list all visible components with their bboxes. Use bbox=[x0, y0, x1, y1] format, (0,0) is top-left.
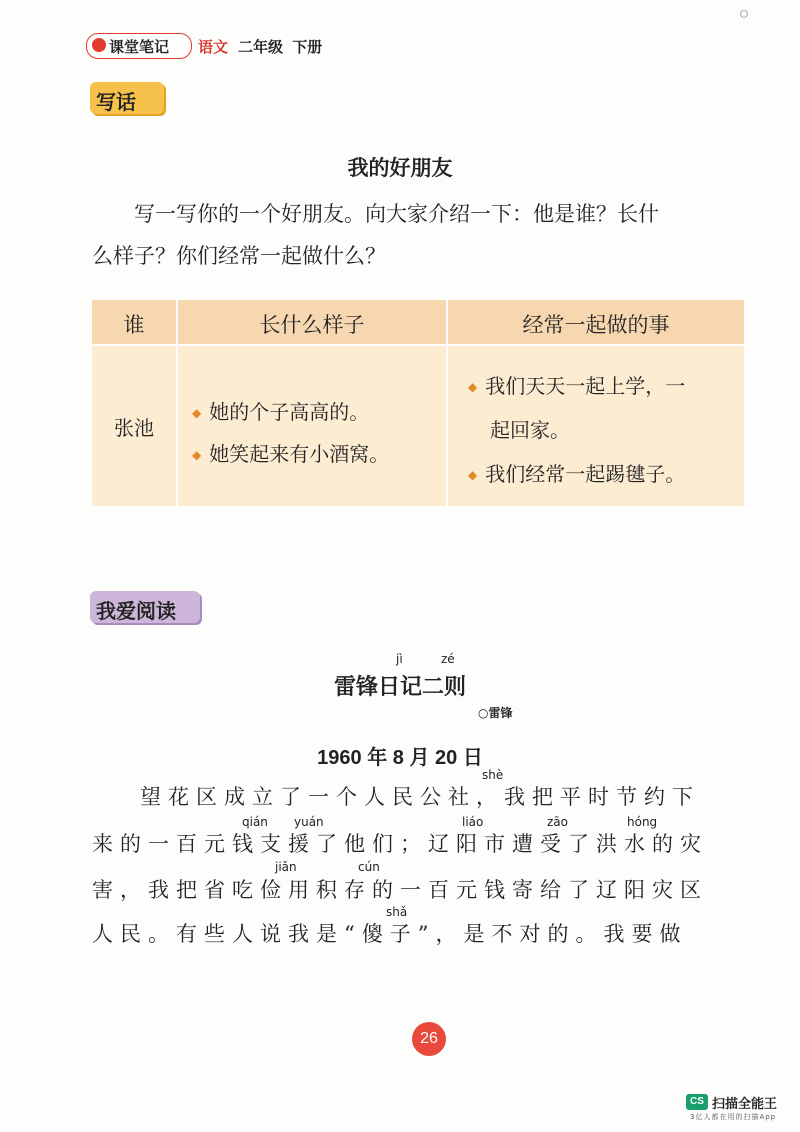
pinyin-zao: zāo bbox=[547, 815, 568, 829]
diamond-bullet-icon: ◆ bbox=[468, 468, 478, 482]
reading-line-1: 望花区成立了一个人民公社，我把平时节约下 bbox=[140, 785, 700, 809]
reading-author: ○雷锋 bbox=[478, 706, 513, 720]
list-item: ◆ 我们天天一起上学，一 bbox=[468, 374, 686, 398]
pinyin-sha: shǎ bbox=[386, 905, 408, 919]
pinyin-liao: liáo bbox=[462, 815, 484, 829]
scanner-logo-icon: CS bbox=[686, 1094, 708, 1110]
friend-table bbox=[92, 300, 744, 506]
writing-prompt-line-1: 写一写你的一个好朋友。向大家介绍一下：他是谁？长什 bbox=[134, 202, 659, 226]
table-cell-activities bbox=[448, 346, 744, 506]
list-item: ◆ 她的个子高高的。 bbox=[192, 400, 370, 424]
writing-title: 我的好朋友 bbox=[347, 155, 453, 180]
pinyin-yuan: yuán bbox=[294, 815, 324, 829]
watermark-name: 扫描全能王 bbox=[712, 1097, 778, 1112]
pinyin-ji: jì bbox=[396, 652, 403, 666]
page-number: 26 bbox=[412, 1022, 446, 1056]
section-tag-reading: 我爱阅读 bbox=[90, 591, 200, 623]
pinyin-hong: hóng bbox=[627, 815, 658, 829]
table-cell-looks bbox=[178, 346, 446, 506]
list-item: ◆ 我们经常一起踢毽子。 bbox=[468, 462, 686, 486]
reading-line-3: 害，我把省吃俭用积存的一百元钱寄给了辽阳灾区 bbox=[92, 878, 708, 902]
diamond-bullet-icon: ◆ bbox=[192, 406, 202, 420]
watermark-tagline: 3亿人都在用的扫描App bbox=[690, 1113, 777, 1121]
pinyin-cun: cún bbox=[358, 860, 380, 874]
table-header-activities: 经常一起做的事 bbox=[448, 300, 744, 344]
pinyin-she: shè bbox=[482, 768, 504, 782]
grade-label: 二年级 下册 bbox=[238, 38, 323, 56]
pinyin-ze: zé bbox=[441, 652, 455, 666]
diary-date: 1960 年 8 月 20 日 bbox=[317, 747, 483, 769]
subject-label: 语文 bbox=[198, 38, 229, 56]
table-cell-name: 张池 bbox=[92, 346, 176, 506]
list-item: ◆ 她笑起来有小酒窝。 bbox=[192, 442, 390, 466]
brand-name: 课堂笔记 bbox=[109, 38, 170, 56]
reading-line-4: 人民。有些人说我是“傻子”，是不对的。我要做 bbox=[92, 922, 688, 946]
list-item-continuation: 起回家。 bbox=[490, 418, 570, 442]
corner-mark-icon bbox=[740, 10, 748, 18]
pinyin-qian: qián bbox=[242, 815, 268, 829]
brand-logo-icon bbox=[92, 38, 106, 52]
diamond-bullet-icon: ◆ bbox=[192, 448, 202, 462]
pinyin-jian: jiǎn bbox=[275, 860, 297, 874]
section-tag-writing: 写话 bbox=[90, 82, 164, 114]
table-header-looks: 长什么样子 bbox=[178, 300, 446, 344]
reading-line-2: 来的一百元钱支援了他们；辽阳市遭受了洪水的灾 bbox=[92, 832, 708, 856]
diamond-bullet-icon: ◆ bbox=[468, 380, 478, 394]
table-header-who: 谁 bbox=[92, 300, 176, 344]
reading-title: 雷锋日记二则 bbox=[333, 675, 466, 700]
writing-prompt-line-2: 么样子？你们经常一起做什么？ bbox=[92, 244, 386, 268]
